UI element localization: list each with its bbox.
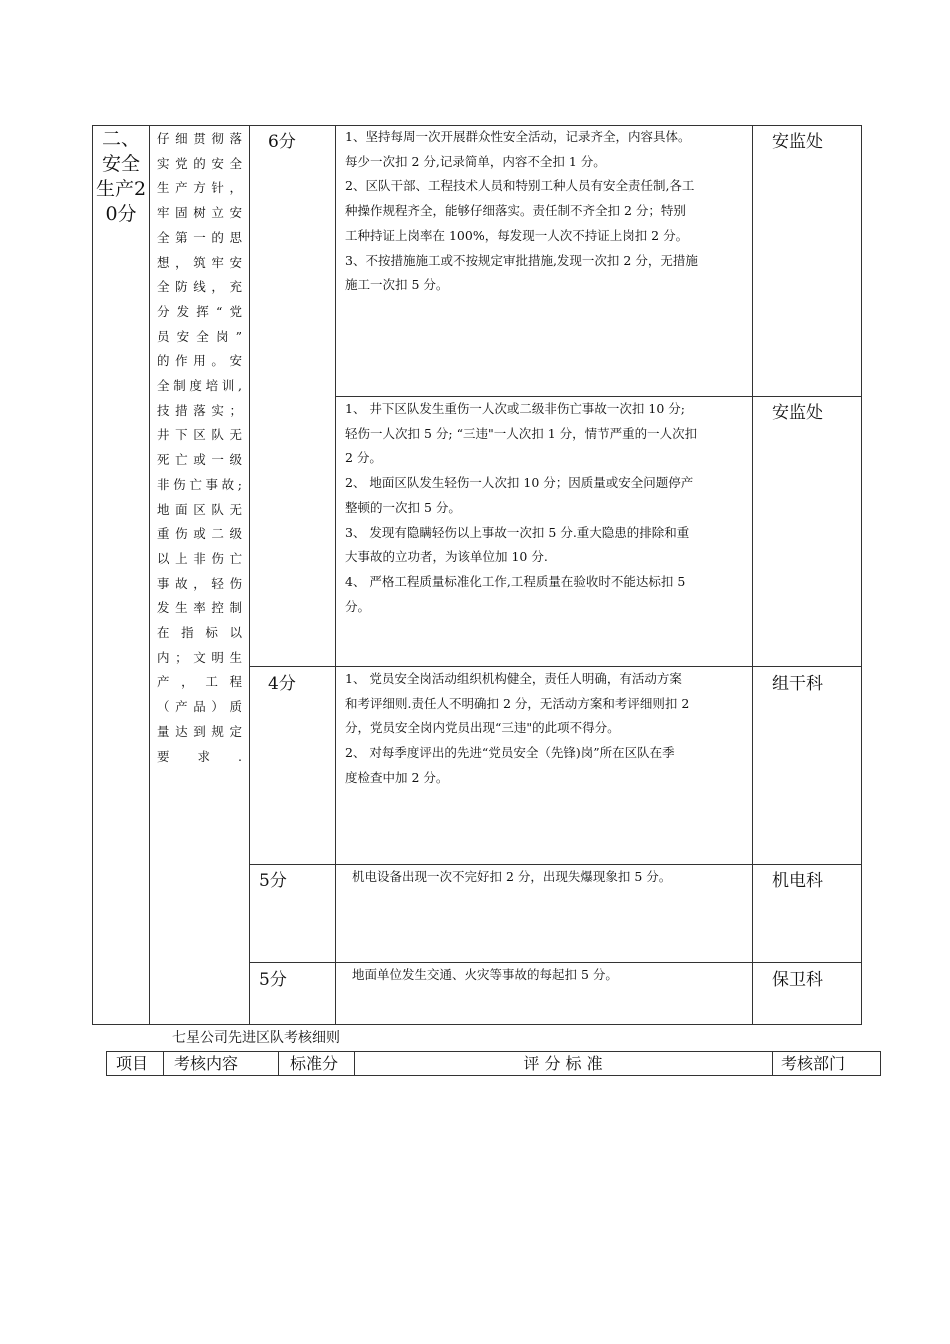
content-line: 生产方针， bbox=[157, 180, 243, 196]
criteria-line: 1、 井下区队发生重伤一人次或二级非伤亡事故一次扣 10 分; bbox=[345, 401, 685, 416]
table-divider-2 bbox=[249, 125, 250, 1025]
content-line: 实党的安全 bbox=[157, 155, 243, 171]
content-line: 要求. bbox=[157, 748, 243, 764]
criteria-line: 1、 党员安全岗活动组织机构健全，责任人明确，有活动方案 bbox=[345, 671, 682, 686]
criteria-line: 2 分。 bbox=[345, 450, 382, 466]
content-line: 量达到规定 bbox=[157, 723, 243, 739]
content-line: 死亡或一级 bbox=[157, 452, 243, 468]
content-line: 分发挥“党 bbox=[157, 303, 243, 319]
standard-score: 4分 bbox=[268, 674, 296, 694]
criteria-line: 分，党员安全岗内党员出现“三违"的此项不得分。 bbox=[345, 720, 620, 736]
content-line: 地面区队无 bbox=[157, 501, 243, 517]
content-line: 全防线，充 bbox=[157, 279, 243, 295]
criteria-line: 种操作规程齐全，能够仔细落实。责任制不齐全扣 2 分；特别 bbox=[345, 203, 686, 219]
header-content: 考核内容 bbox=[174, 1054, 239, 1073]
criteria-line: 分。 bbox=[345, 598, 371, 614]
scoring-criteria bbox=[345, 125, 698, 298]
assessment-department: 机电科 bbox=[772, 871, 823, 891]
content-line: 全第一的思 bbox=[157, 229, 243, 245]
content-line: 产 ， 工 程 bbox=[157, 674, 243, 690]
criteria-line: 1、坚持每周一次开展群众性安全活动，记录齐全，内容具体。 bbox=[345, 129, 691, 144]
header-divider-4 bbox=[772, 1051, 773, 1076]
content-line: 内；文明生 bbox=[157, 649, 243, 665]
content-line: （产品）质 bbox=[157, 699, 243, 715]
criteria-line: 工种持证上岗率在 100%，每发现一人次不持证上岗扣 2 分。 bbox=[345, 227, 689, 243]
content-line: 事故，轻伤 bbox=[157, 575, 243, 591]
table-divider-3 bbox=[335, 125, 336, 1025]
header-divider-1 bbox=[163, 1051, 164, 1076]
criteria-line: 2、 地面区队发生轻伤一人次扣 10 分；因质量或安全问题停产 bbox=[345, 475, 694, 491]
content-line: 发生率控制 bbox=[157, 600, 243, 616]
scoring-criteria bbox=[345, 667, 689, 791]
standard-score: 5分 bbox=[259, 970, 287, 990]
header-border-top bbox=[106, 1051, 881, 1052]
criteria-line: 3、不按措施施工或不按规定审批措施,发现一次扣 2 分，无措施 bbox=[345, 252, 698, 268]
assessment-department: 保卫科 bbox=[772, 970, 823, 990]
scoring-criteria bbox=[345, 397, 697, 619]
scoring-criteria bbox=[352, 865, 671, 890]
assessment-content bbox=[157, 127, 243, 769]
assessment-department: 组干科 bbox=[772, 674, 823, 694]
header-border-right bbox=[880, 1051, 881, 1076]
header-score: 标准分 bbox=[290, 1054, 339, 1073]
header-divider-2 bbox=[278, 1051, 279, 1076]
content-line: 员安全岗” bbox=[157, 328, 243, 344]
table-divider-1 bbox=[149, 125, 150, 1025]
content-line: 的作用。安 bbox=[157, 353, 243, 369]
document-caption: 七星公司先进区队考核细则 bbox=[172, 1030, 340, 1046]
content-line: 牢固树立安 bbox=[157, 205, 243, 221]
assessment-department: 安监处 bbox=[772, 403, 823, 423]
criteria-line: 地面单位发生交通、火灾等事故的每起扣 5 分。 bbox=[352, 967, 618, 982]
scoring-criteria bbox=[352, 963, 618, 988]
criteria-line: 整顿的一次扣 5 分。 bbox=[345, 499, 461, 515]
content-line: 重伤或二级 bbox=[157, 526, 243, 542]
header-department: 考核部门 bbox=[781, 1054, 846, 1073]
content-line: 仔细贯彻落 bbox=[157, 131, 243, 146]
content-line: 井下区队无 bbox=[157, 427, 243, 443]
criteria-line: 度检查中加 2 分。 bbox=[345, 769, 449, 785]
content-line: 想，筑牢安 bbox=[157, 254, 243, 270]
table-border-bottom bbox=[92, 1024, 862, 1025]
criteria-line: 机电设备出现一次不完好扣 2 分，出现失爆现象扣 5 分。 bbox=[352, 869, 672, 884]
table-divider-4 bbox=[752, 125, 753, 1025]
content-line: 全制度培训, bbox=[157, 378, 243, 394]
criteria-line: 施工一次扣 5 分。 bbox=[345, 277, 449, 293]
criteria-line: 每少一次扣 2 分,记录简单，内容不全扣 1 分。 bbox=[345, 153, 606, 169]
criteria-line: 和考评细则.责任人不明确扣 2 分，无活动方案和考评细则扣 2 bbox=[345, 695, 690, 711]
criteria-line: 轻伤一人次扣 5 分; “三违"一人次扣 1 分，情节严重的一人次扣 bbox=[345, 425, 698, 441]
criteria-line: 2、 对每季度评出的先进“党员安全（先锋)岗”所在区队在季 bbox=[345, 745, 675, 761]
content-line: 在 指 标 以 bbox=[157, 625, 243, 641]
table-border-right bbox=[861, 125, 862, 1025]
content-line: 技措落实； bbox=[157, 402, 243, 418]
header-border-left bbox=[106, 1051, 107, 1076]
assessment-department: 安监处 bbox=[772, 132, 823, 152]
item-title: 二、安全生产20分 bbox=[95, 128, 147, 225]
criteria-line: 大事故的立功者，为该单位加 10 分. bbox=[345, 549, 548, 565]
header-criteria: 评 分 标 准 bbox=[523, 1054, 603, 1073]
criteria-line: 3、 发现有隐瞒轻伤以上事故一次扣 5 分.重大隐患的排除和重 bbox=[345, 524, 690, 540]
criteria-line: 2、区队干部、工程技术人员和特别工种人员有安全责任制,各工 bbox=[345, 178, 695, 194]
content-line: 非伤亡事故; bbox=[157, 476, 243, 492]
criteria-line: 4、 严格工程质量标准化工作,工程质量在验收时不能达标扣 5 bbox=[345, 573, 686, 589]
header-item: 项目 bbox=[116, 1054, 149, 1073]
header-border-bottom bbox=[106, 1075, 881, 1076]
standard-score: 6分 bbox=[268, 132, 296, 152]
standard-score: 5分 bbox=[259, 871, 287, 891]
table-border-left bbox=[92, 125, 93, 1025]
content-line: 以上非伤亡 bbox=[157, 550, 243, 566]
